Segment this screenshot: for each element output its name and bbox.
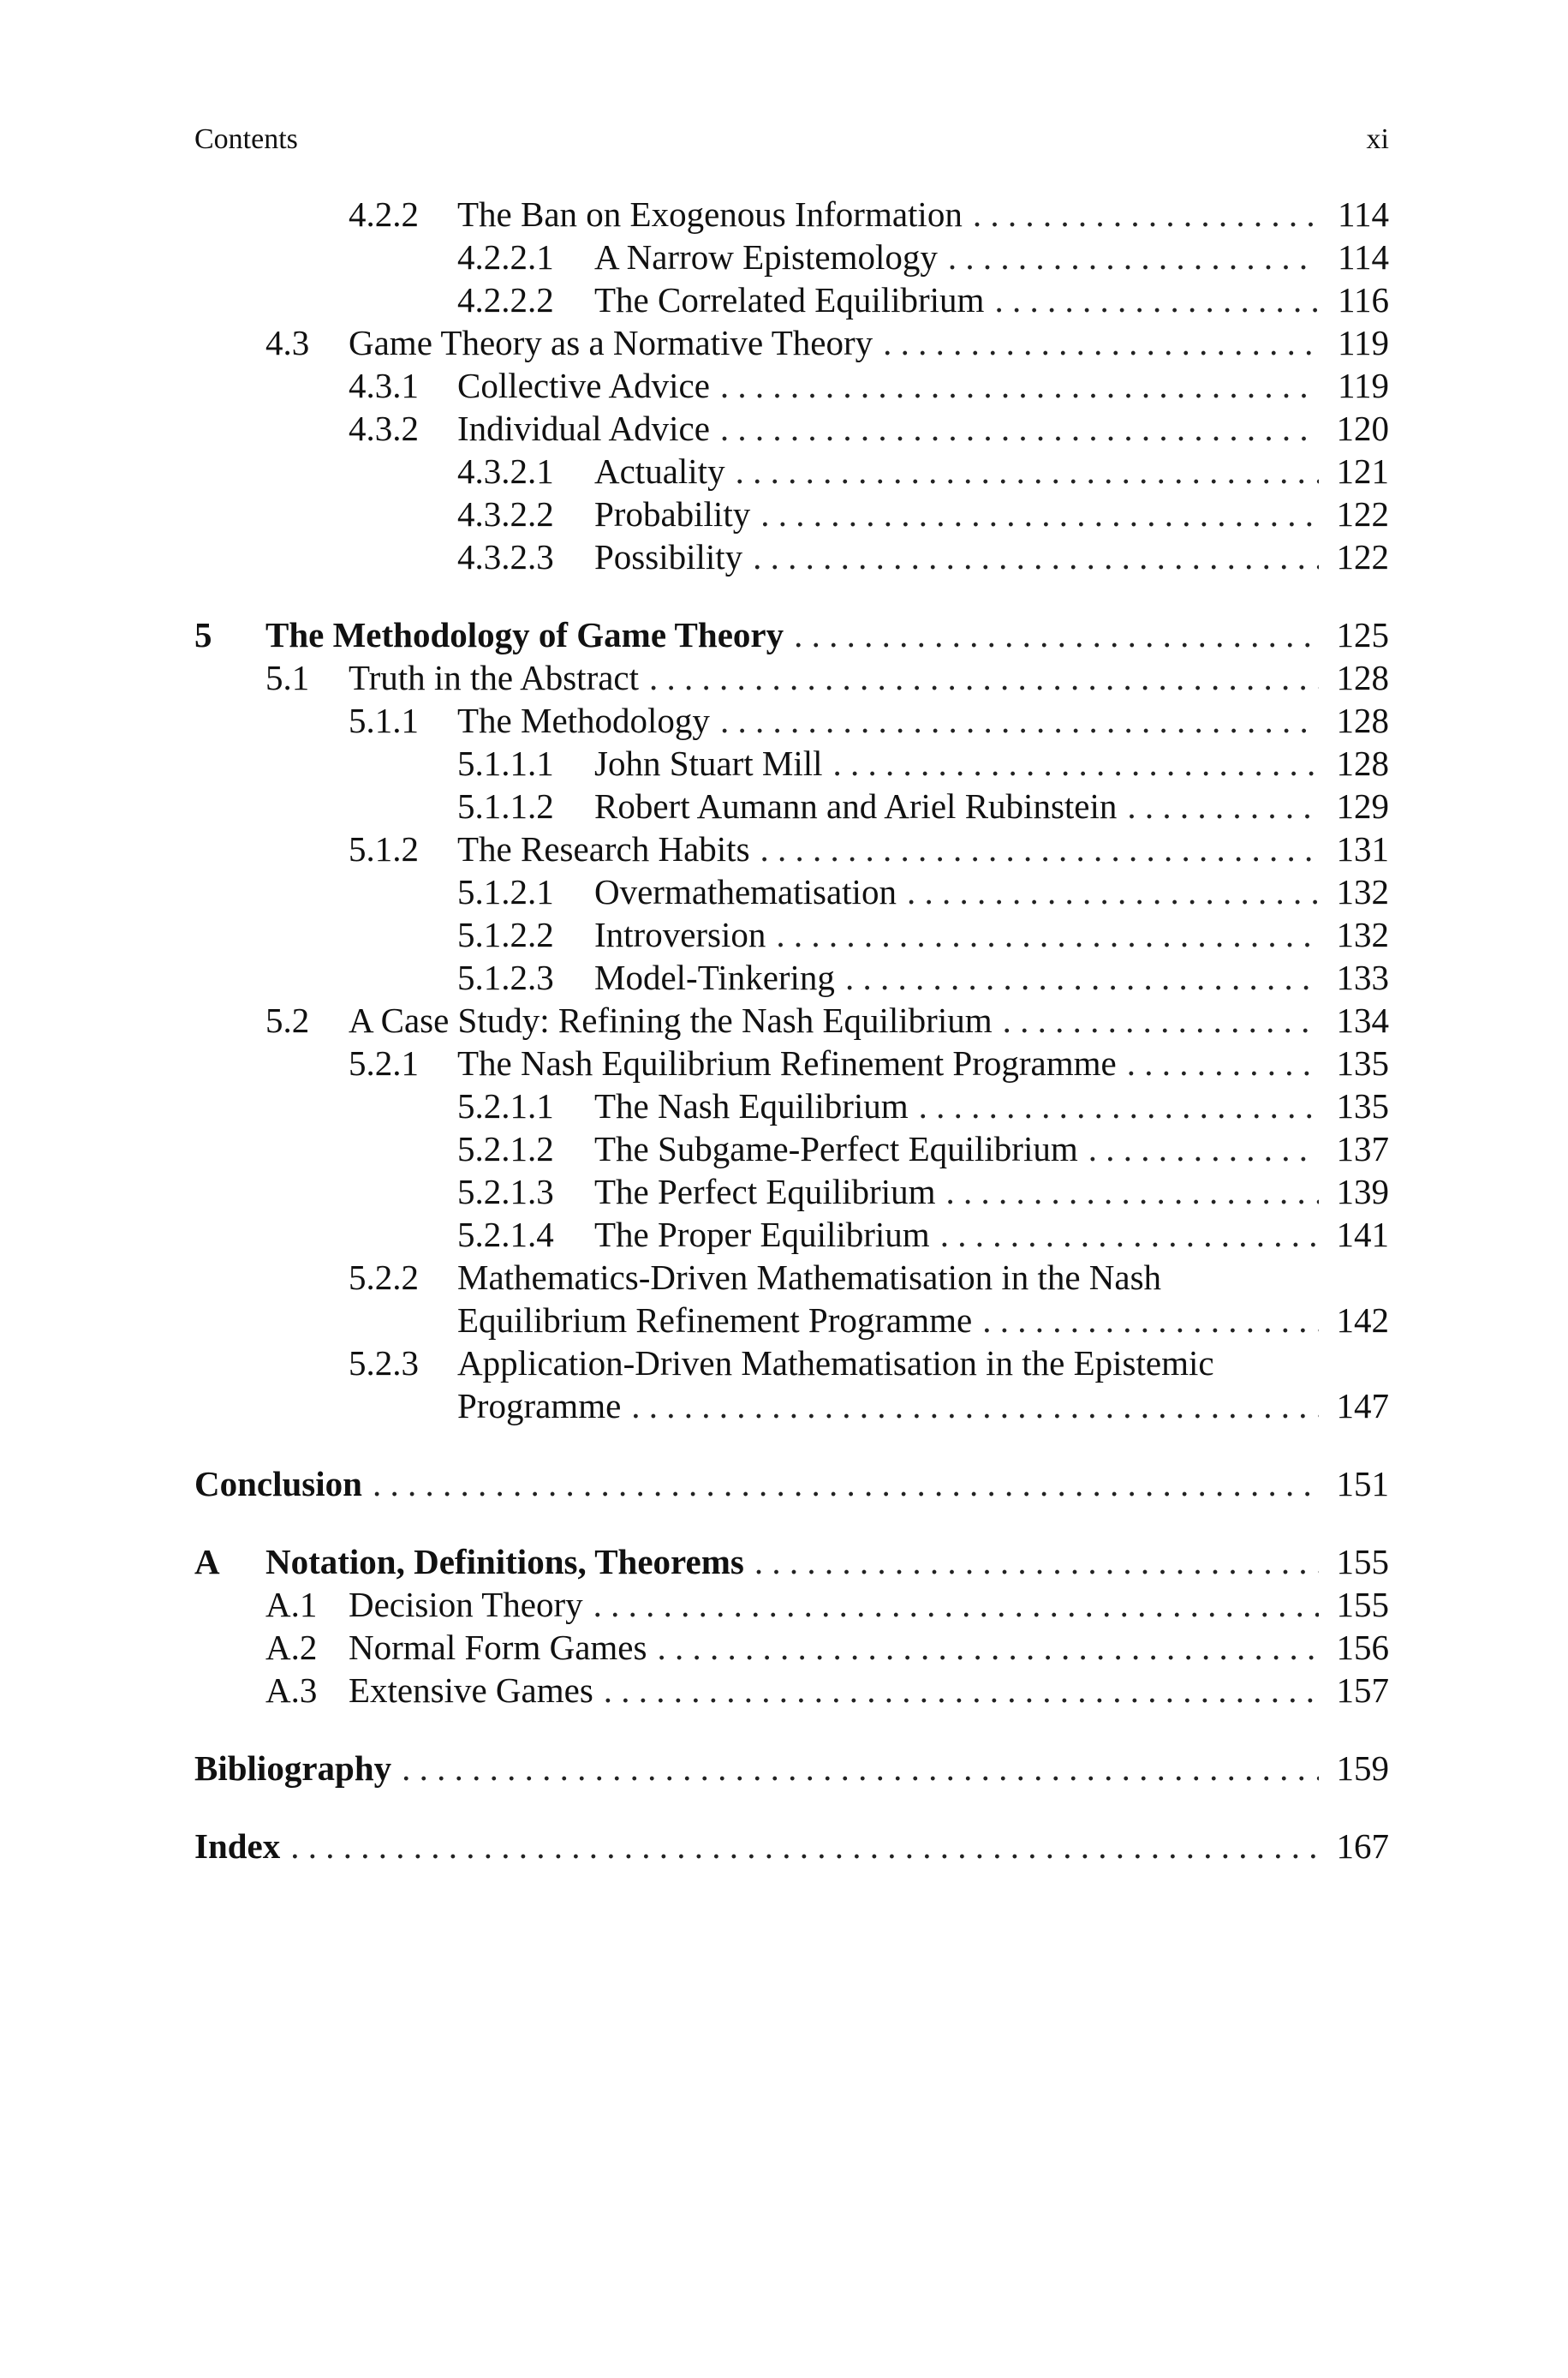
toc-entry-number: 5.2.1	[349, 1043, 419, 1083]
toc-entry-title: Programme	[457, 1386, 622, 1425]
toc-entry-number: 5.1.1.2	[457, 786, 554, 826]
toc-entry-title: The Ban on Exogenous Information	[457, 194, 963, 234]
dot-leader	[657, 1626, 1319, 1669]
toc-entry[interactable]	[194, 1084, 1389, 1127]
toc-entry[interactable]	[194, 1747, 1389, 1789]
toc-entry-page: 116	[1338, 280, 1389, 320]
toc-entry[interactable]	[194, 656, 1389, 699]
toc-entry-page: 135	[1336, 1086, 1389, 1126]
toc-entry-page: 151	[1336, 1464, 1389, 1503]
toc-entry[interactable]	[194, 785, 1389, 828]
toc-entry-title: The Methodology	[457, 701, 710, 740]
toc-entry-title: Conclusion	[194, 1464, 362, 1503]
toc-entry-title: Bibliography	[194, 1748, 392, 1788]
toc-entry-title: A Case Study: Refining the Nash Equilibrium	[349, 1001, 993, 1040]
section-gap	[194, 1712, 1389, 1747]
dot-leader	[720, 407, 1319, 450]
toc-entry[interactable]	[194, 1341, 1389, 1384]
toc-entry-title: John Stuart Mill	[594, 744, 823, 783]
toc-entry-number: 4.3.2.2	[457, 494, 554, 534]
toc-entry-page: 119	[1338, 366, 1389, 405]
toc-entry-title: Extensive Games	[349, 1670, 593, 1710]
toc-entry-title: The Nash Equilibrium	[594, 1086, 909, 1126]
toc-entry[interactable]	[194, 1170, 1389, 1213]
toc-entry-page: 120	[1336, 409, 1389, 448]
dot-leader	[753, 535, 1319, 578]
dot-leader	[776, 913, 1319, 956]
toc-entry[interactable]	[194, 1384, 1389, 1427]
toc-entry-page: 119	[1338, 323, 1389, 362]
toc-entry-title: Game Theory as a Normative Theory	[349, 323, 873, 362]
toc-entry[interactable]	[194, 407, 1389, 450]
toc-entry-number: 5.2.3	[349, 1343, 419, 1383]
dot-leader	[1127, 785, 1319, 828]
toc-entry-title: Collective Advice	[457, 366, 710, 405]
toc-entry-page: 122	[1336, 537, 1389, 577]
dot-leader	[290, 1825, 1319, 1867]
toc-entry-title: The Proper Equilibrium	[594, 1215, 930, 1254]
toc-entry-title: Individual Advice	[457, 409, 710, 448]
toc-entry-number: 4.2.2.2	[457, 280, 554, 320]
dot-leader	[794, 613, 1319, 656]
dot-leader	[593, 1583, 1319, 1626]
table-of-contents	[194, 193, 1389, 1867]
dot-leader	[883, 321, 1319, 364]
dot-leader	[720, 699, 1319, 742]
toc-entry-page: 122	[1336, 494, 1389, 534]
toc-entry-page: 139	[1336, 1172, 1389, 1211]
toc-entry-page: 156	[1336, 1628, 1389, 1667]
toc-entry[interactable]	[194, 1256, 1389, 1299]
dot-leader	[833, 742, 1319, 785]
toc-entry-number: 5.1.1	[349, 701, 419, 740]
dot-leader	[907, 870, 1319, 913]
toc-entry[interactable]	[194, 493, 1389, 535]
toc-entry-page: 114	[1338, 194, 1389, 234]
toc-entry-title: A Narrow Epistemology	[594, 237, 938, 277]
toc-entry[interactable]	[194, 999, 1389, 1042]
toc-entry-page: 155	[1336, 1542, 1389, 1581]
dot-leader	[604, 1669, 1319, 1712]
dot-leader	[760, 493, 1319, 535]
toc-entry-title: Possibility	[594, 537, 743, 577]
section-gap	[194, 1427, 1389, 1462]
toc-entry-title: Robert Aumann and Ariel Rubinstein	[594, 786, 1118, 826]
toc-entry-page: 133	[1336, 958, 1389, 997]
toc-entry-title: Notation, Definitions, Theorems	[265, 1542, 744, 1581]
dot-leader	[649, 656, 1319, 699]
toc-entry-number: 5.1.2	[349, 829, 419, 869]
toc-entry-number: 5.2.1.1	[457, 1086, 554, 1126]
toc-entry-number: 4.3.1	[349, 366, 419, 405]
dot-leader	[948, 236, 1319, 278]
toc-entry-number: 5.2	[265, 1001, 310, 1040]
dot-leader	[845, 956, 1319, 999]
toc-entry-number: A.1	[265, 1585, 318, 1624]
toc-entry-title: Truth in the Abstract	[349, 658, 640, 697]
toc-entry-page: 135	[1336, 1043, 1389, 1083]
toc-entry-number: 4.2.2	[349, 194, 419, 234]
dot-leader	[1088, 1127, 1319, 1170]
toc-entry-page: 155	[1336, 1585, 1389, 1624]
toc-entry[interactable]	[194, 956, 1389, 999]
toc-entry[interactable]	[194, 1127, 1389, 1170]
toc-entry-number: 5.2.1.4	[457, 1215, 554, 1254]
toc-entry[interactable]	[194, 828, 1389, 870]
toc-entry-page: 131	[1336, 829, 1389, 869]
dot-leader	[1003, 999, 1319, 1042]
toc-entry-page: 147	[1336, 1386, 1389, 1425]
toc-entry-number: 5.1	[265, 658, 310, 697]
toc-entry-number: 5.1.2.3	[457, 958, 554, 997]
toc-entry-page: 137	[1336, 1129, 1389, 1168]
dot-leader	[736, 450, 1319, 493]
section-gap	[194, 1505, 1389, 1540]
toc-entry-page: 128	[1336, 701, 1389, 740]
toc-entry-title: The Nash Equilibrium Refinement Programme	[457, 1043, 1117, 1083]
toc-entry-page: 142	[1336, 1300, 1389, 1340]
toc-entry[interactable]	[194, 1042, 1389, 1084]
dot-leader	[720, 364, 1319, 407]
toc-entry-number: 5	[194, 615, 212, 654]
toc-entry[interactable]	[194, 1825, 1389, 1867]
toc-entry-page: 128	[1336, 744, 1389, 783]
toc-entry[interactable]	[194, 613, 1389, 656]
toc-entry-title: Index	[194, 1826, 281, 1866]
toc-entry-title: Introversion	[594, 915, 766, 954]
toc-entry-page: 121	[1336, 451, 1389, 491]
toc-entry-page: 132	[1336, 872, 1389, 911]
toc-entry-page: 141	[1336, 1215, 1389, 1254]
toc-entry-page: 159	[1336, 1748, 1389, 1788]
toc-entry-page: 125	[1336, 615, 1389, 654]
dot-leader	[940, 1213, 1319, 1256]
toc-entry-title: The Research Habits	[457, 829, 750, 869]
toc-entry[interactable]	[194, 913, 1389, 956]
dot-leader	[982, 1299, 1319, 1341]
dot-leader	[402, 1747, 1319, 1789]
toc-entry[interactable]	[194, 1626, 1389, 1669]
toc-entry-number: 4.3.2.1	[457, 451, 554, 491]
toc-entry-number: 4.3	[265, 323, 310, 362]
toc-entry[interactable]	[194, 535, 1389, 578]
toc-entry-number: 4.3.2	[349, 409, 419, 448]
toc-entry-title: The Subgame-Perfect Equilibrium	[594, 1129, 1078, 1168]
toc-entry-number: 5.1.1.1	[457, 744, 554, 783]
toc-entry-page: 134	[1336, 1001, 1389, 1040]
toc-entry-title: The Perfect Equilibrium	[594, 1172, 936, 1211]
running-header-title: Contents	[194, 123, 298, 155]
toc-entry-title: Decision Theory	[349, 1585, 583, 1624]
section-gap	[194, 578, 1389, 613]
toc-entry-number: A	[194, 1542, 220, 1581]
page-number: xi	[1366, 123, 1389, 155]
toc-entry-number: 5.2.1.2	[457, 1129, 554, 1168]
toc-entry-page: 128	[1336, 658, 1389, 697]
toc-entry-number: 5.1.2.2	[457, 915, 554, 954]
toc-entry-number: 5.1.2.1	[457, 872, 554, 911]
toc-entry-number: 4.3.2.3	[457, 537, 554, 577]
toc-entry-title: Equilibrium Refinement Programme	[457, 1300, 973, 1340]
dot-leader	[994, 278, 1319, 321]
toc-entry-title: Mathematics-Driven Mathematisation in the Nash	[457, 1258, 1162, 1297]
dot-leader	[973, 193, 1319, 236]
toc-entry-page: 132	[1336, 915, 1389, 954]
toc-entry[interactable]	[194, 1583, 1389, 1626]
toc-entry-title: The Correlated Equilibrium	[594, 280, 985, 320]
running-header	[194, 118, 1389, 161]
dot-leader	[1127, 1042, 1319, 1084]
toc-entry[interactable]	[194, 1669, 1389, 1712]
toc-entry[interactable]	[194, 193, 1389, 236]
toc-entry-title: Probability	[594, 494, 751, 534]
toc-entry-title: Normal Form Games	[349, 1628, 647, 1667]
toc-entry[interactable]	[194, 1213, 1389, 1256]
toc-entry-page: 114	[1338, 237, 1389, 277]
toc-entry-page: 129	[1336, 786, 1389, 826]
toc-entry-number: 4.2.2.1	[457, 237, 554, 277]
toc-entry[interactable]	[194, 699, 1389, 742]
toc-entry-number: 5.2.2	[349, 1258, 419, 1297]
toc-entry-title: Model-Tinkering	[594, 958, 835, 997]
toc-entry[interactable]	[194, 321, 1389, 364]
toc-entry-title: Overmathematisation	[594, 872, 897, 911]
toc-entry-page: 167	[1336, 1826, 1389, 1866]
section-gap	[194, 1789, 1389, 1825]
toc-entry[interactable]	[194, 742, 1389, 785]
toc-entry[interactable]	[194, 1540, 1389, 1583]
toc-entry[interactable]	[194, 1299, 1389, 1341]
dot-leader	[373, 1462, 1319, 1505]
toc-entry[interactable]	[194, 450, 1389, 493]
toc-entry[interactable]	[194, 870, 1389, 913]
toc-entry[interactable]	[194, 278, 1389, 321]
toc-entry-title: The Methodology of Game Theory	[265, 615, 784, 654]
dot-leader	[631, 1384, 1319, 1427]
toc-entry[interactable]	[194, 236, 1389, 278]
dot-leader	[919, 1084, 1319, 1127]
dot-leader	[754, 1540, 1319, 1583]
toc-entry-number: A.2	[265, 1628, 318, 1667]
toc-entry-page: 157	[1336, 1670, 1389, 1710]
toc-entry[interactable]	[194, 364, 1389, 407]
toc-entry-number: A.3	[265, 1670, 318, 1710]
toc-entry[interactable]	[194, 1462, 1389, 1505]
dot-leader	[946, 1170, 1320, 1213]
dot-leader	[760, 828, 1319, 870]
toc-entry-number: 5.2.1.3	[457, 1172, 554, 1211]
toc-entry-title: Actuality	[594, 451, 725, 491]
toc-entry-title: Application-Driven Mathematisation in the Epistemic	[457, 1343, 1214, 1383]
